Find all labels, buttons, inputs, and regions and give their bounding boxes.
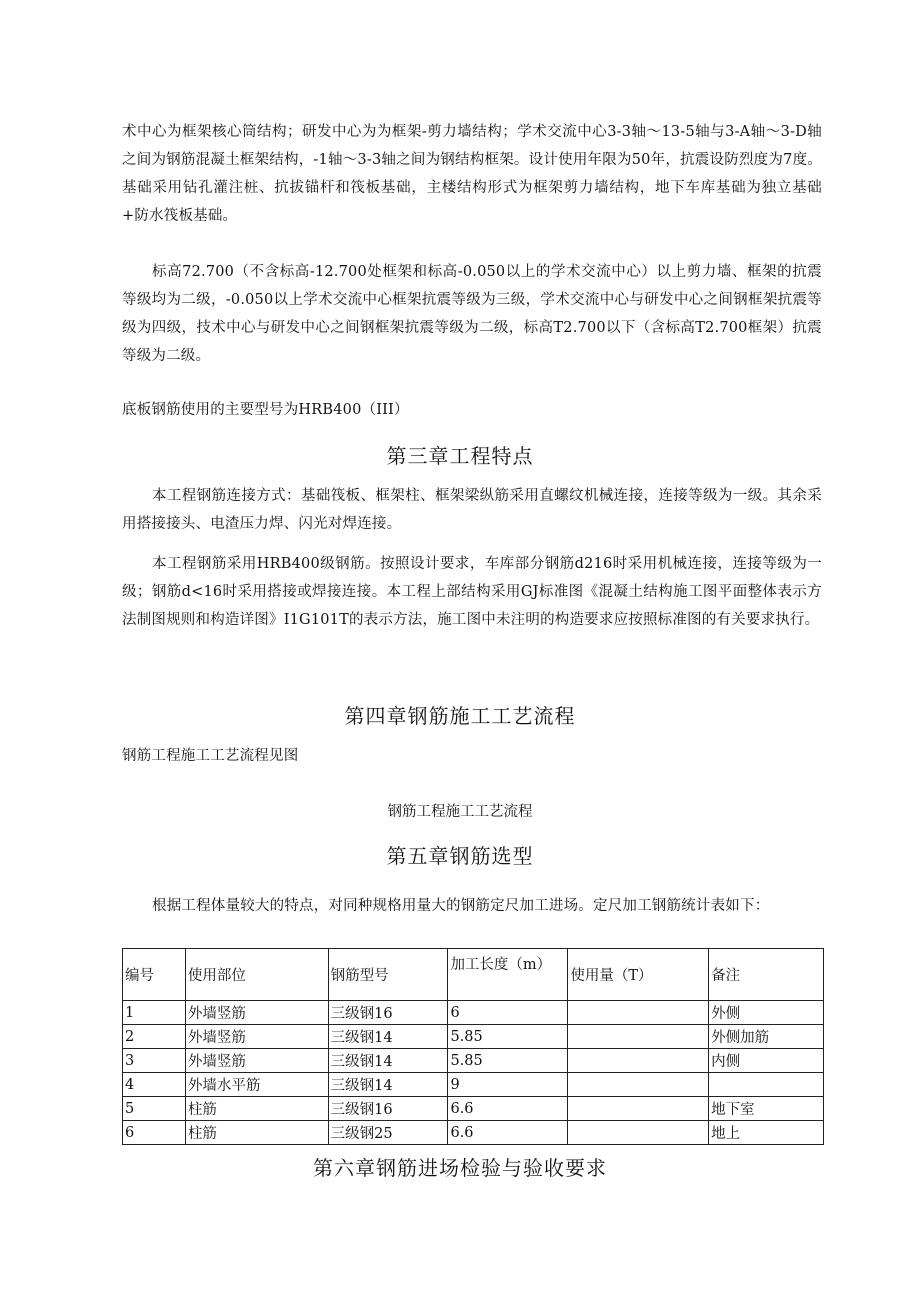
table-cell <box>568 1121 709 1145</box>
table-cell: 外墙水平筋 <box>185 1073 328 1097</box>
heading-chapter-5: 第五章钢筋选型 <box>386 844 534 868</box>
table-cell <box>568 1001 709 1025</box>
table-cell: 三级钢25 <box>328 1121 448 1145</box>
table-cell: 外侧 <box>709 1001 824 1025</box>
header-cell-length: 加工长度（m） <box>448 949 568 1001</box>
table-row <box>123 1049 824 1073</box>
table-cell: 6 <box>123 1121 186 1145</box>
rebar-stats-table <box>122 948 824 1145</box>
header-cell-remark: 备注 <box>709 949 824 1001</box>
table-cell <box>568 1049 709 1073</box>
table-cell: 5.85 <box>448 1025 568 1049</box>
table-cell: 5.85 <box>448 1049 568 1073</box>
heading-chapter-6: 第六章钢筋进场检验与验收要求 <box>313 1156 607 1180</box>
heading-chapter-3: 第三章工程特点 <box>386 444 534 468</box>
header-cell-no: 编号 <box>123 949 186 1001</box>
table-cell: 三级钢16 <box>328 1097 448 1121</box>
table-row <box>123 1025 824 1049</box>
table-cell: 4 <box>123 1073 186 1097</box>
table-cell: 外墙竖筋 <box>185 1025 328 1049</box>
table-cell: 6.6 <box>448 1121 568 1145</box>
table-cell <box>568 1073 709 1097</box>
paragraph-seismic: 标高72.700（不含标高-12.700处框架和标高-0.050以上的学术交流中心）以上剪力墙、框架的抗震等级均为二级，-0.050以上学术交流中心框架抗震等级为三级，学术交流中心与研发中心之间钢框架抗震等级为四级，技术中心与研发中心之间钢框架抗震等级为二级，标高T2.700以下（含标高T2.700框架）抗震等级为二级。 <box>122 264 822 364</box>
table-cell: 5 <box>123 1097 186 1121</box>
table-cell: 三级钢14 <box>328 1073 448 1097</box>
table-cell: 三级钢14 <box>328 1025 448 1049</box>
table-cell: 1 <box>123 1001 186 1025</box>
table-cell <box>568 1097 709 1121</box>
table-cell: 柱筋 <box>185 1121 328 1145</box>
table-cell <box>709 1073 824 1097</box>
table-cell: 外侧加筋 <box>709 1025 824 1049</box>
figure-caption: 钢筋工程施工工艺流程 <box>387 804 533 820</box>
paragraph-flow-ref: 钢筋工程施工工艺流程见图 <box>122 748 299 764</box>
paragraph-stats-intro: 根据工程体量较大的特点，对同种规格用量大的钢筋定尺加工进场。定尺加工钢筋统计表如下： <box>152 898 770 914</box>
header-cell-amount: 使用量（T） <box>568 949 709 1001</box>
table-cell: 3 <box>123 1049 186 1073</box>
table-cell: 地上 <box>709 1121 824 1145</box>
paragraph-structure: 术中心为框架核心筒结构；研发中心为为框架-剪力墙结构；学术交流中心3-3轴～13-5轴与3-A轴～3-D轴之间为钢筋混凝土框架结构，-1轴～3-3轴之间为钢结构框架。设计使用年限为50年，抗震设防烈度为7度。基础采用钻孔灌注桩、抗拔锚杆和筏板基础，主楼结构形式为框架剪力墙结构，地下车库基础为独立基础+防水筏板基础。 <box>122 124 822 224</box>
table-cell: 柱筋 <box>185 1097 328 1121</box>
table-row <box>123 1073 824 1097</box>
table-cell: 6 <box>448 1001 568 1025</box>
table-header-row <box>123 949 824 1001</box>
paragraph-connection: 本工程钢筋连接方式：基础筏板、框架柱、框架梁纵筋采用直螺纹机械连接，连接等级为一级。其余采用搭接接头、电渣压力焊、闪光对焊连接。 <box>122 488 822 532</box>
header-cell-location: 使用部位 <box>185 949 328 1001</box>
paragraph-rebar-grade: 本工程钢筋采用HRB400级钢筋。按照设计要求，车库部分钢筋d216时采用机械连接，连接等级为一级；钢筋d<16时采用搭接或焊接连接。本工程上部结构采用GJ标准图《混凝土结构施工图平面整体表示方法制图规则和构造详图》I1G101T的表示方法，施工图中未注明的构造要求应按照标准图的有关要求执行。 <box>122 556 822 628</box>
table-cell: 地下室 <box>709 1097 824 1121</box>
table-cell: 9 <box>448 1073 568 1097</box>
table-cell: 三级钢16 <box>328 1001 448 1025</box>
table-cell <box>568 1025 709 1049</box>
table-cell: 内侧 <box>709 1049 824 1073</box>
table-cell: 2 <box>123 1025 186 1049</box>
header-cell-type: 钢筋型号 <box>328 949 448 1001</box>
table-row <box>123 1121 824 1145</box>
table-cell: 外墙竖筋 <box>185 1001 328 1025</box>
table-cell: 三级钢14 <box>328 1049 448 1073</box>
table-row <box>123 1097 824 1121</box>
table-cell: 6.6 <box>448 1097 568 1121</box>
table-cell: 外墙竖筋 <box>185 1049 328 1073</box>
paragraph-rebar-type: 底板钢筋使用的主要型号为HRB400（III） <box>122 402 409 418</box>
heading-chapter-4: 第四章钢筋施工工艺流程 <box>344 704 576 728</box>
table-row <box>123 1001 824 1025</box>
